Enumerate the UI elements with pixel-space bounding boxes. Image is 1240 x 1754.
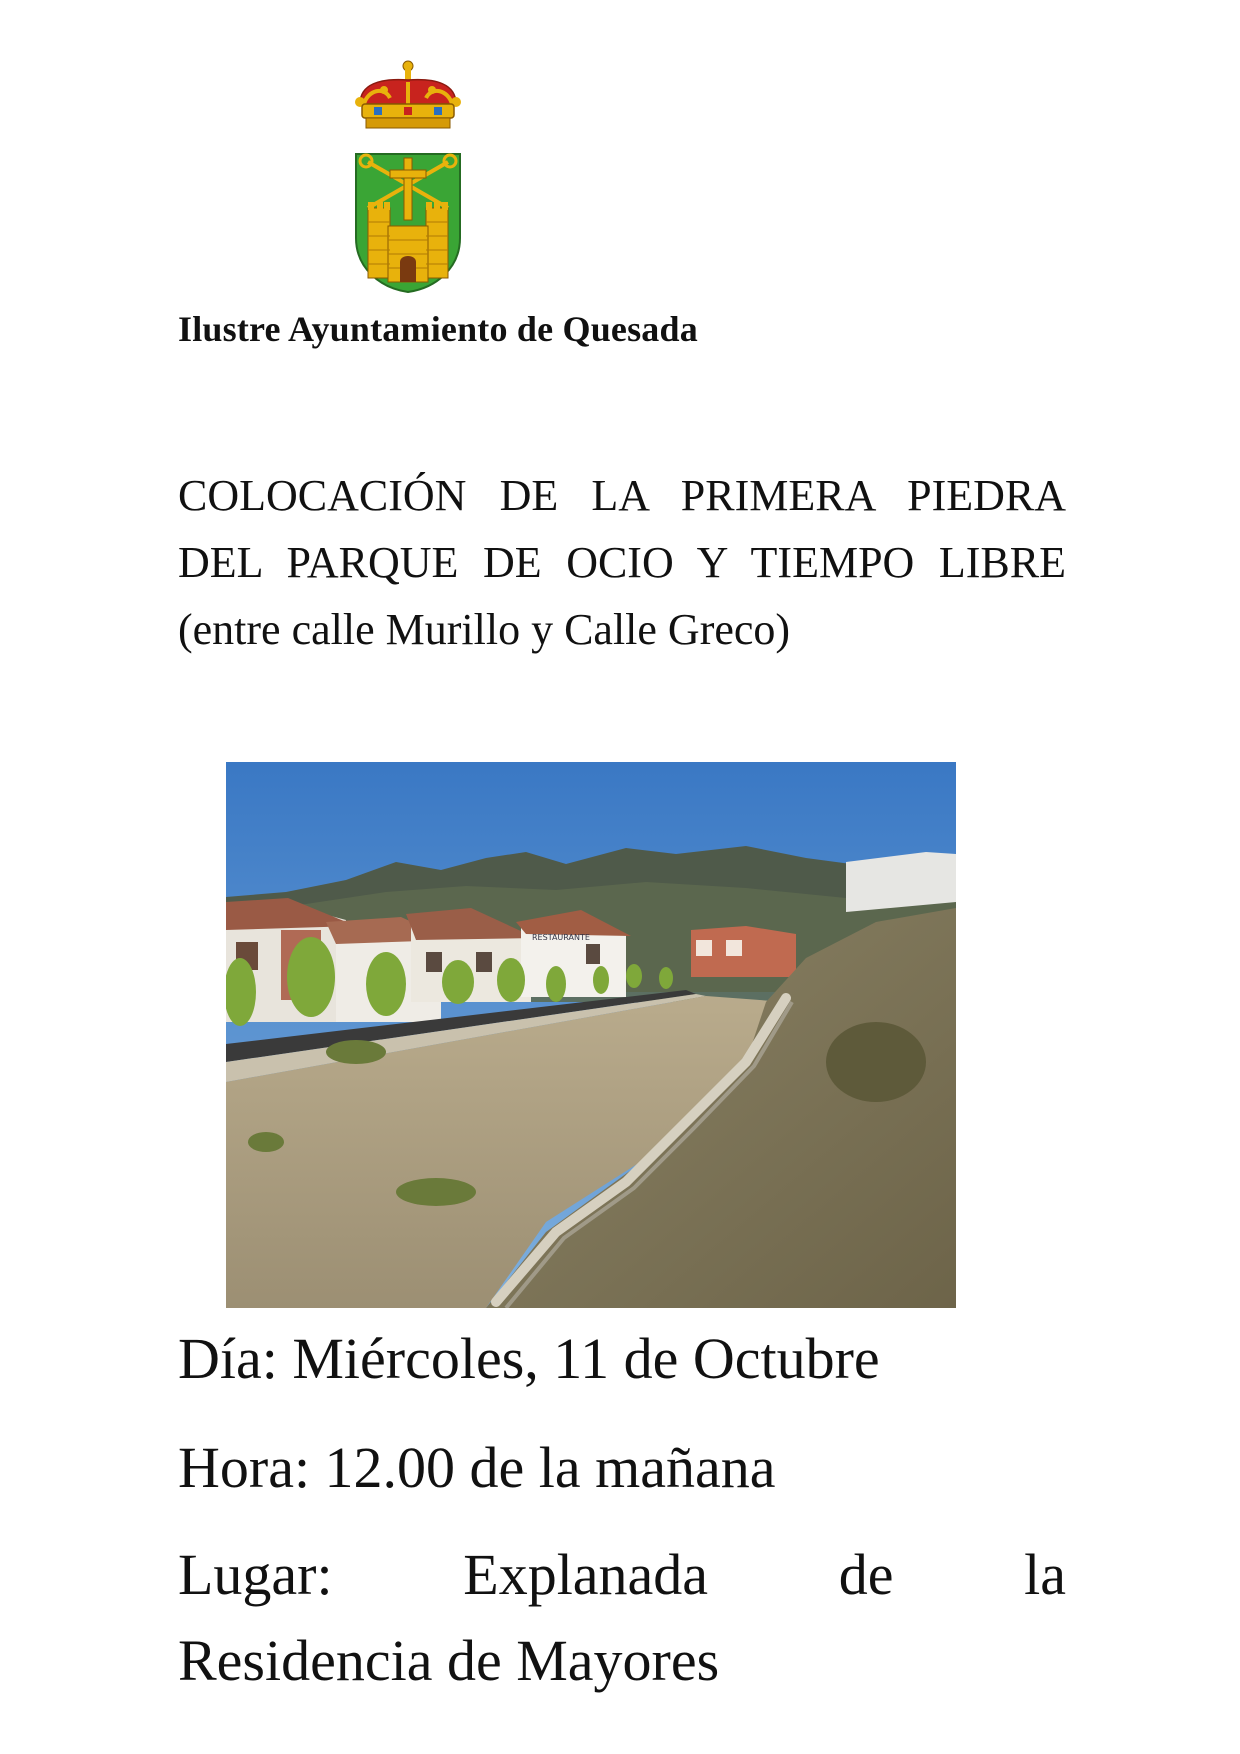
event-place-line-2: Residencia de Mayores: [178, 1628, 720, 1693]
announcement-location-note: (entre calle Murillo y Calle Greco): [178, 605, 791, 654]
shield-icon: [356, 154, 460, 292]
institution-name: Ilustre Ayuntamiento de Quesada: [178, 309, 698, 349]
site-photo: [226, 762, 956, 1308]
event-day: Día: Miércoles, 11 de Octubre: [178, 1326, 880, 1391]
crown-icon: [355, 61, 461, 128]
event-place-line-1: [178, 1532, 1066, 1618]
restaurant-sign: RESTAURANTE: [532, 933, 590, 942]
event-place-word: de: [838, 1542, 894, 1607]
event-time: Hora: 12.00 de la mañana: [178, 1435, 776, 1500]
coat-of-arms-logo: [350, 58, 466, 294]
announcement-text: [178, 462, 1066, 663]
event-place-word: Explanada: [463, 1542, 709, 1607]
announcement-title: COLOCACIÓN DE LA PRIMERA PIEDRA DEL PARQUE DE OCIO Y TIEMPO LIBRE: [178, 471, 1066, 587]
event-place: [178, 1532, 1066, 1704]
event-place-word: la: [1024, 1542, 1066, 1607]
event-place-word: Lugar:: [178, 1542, 333, 1607]
